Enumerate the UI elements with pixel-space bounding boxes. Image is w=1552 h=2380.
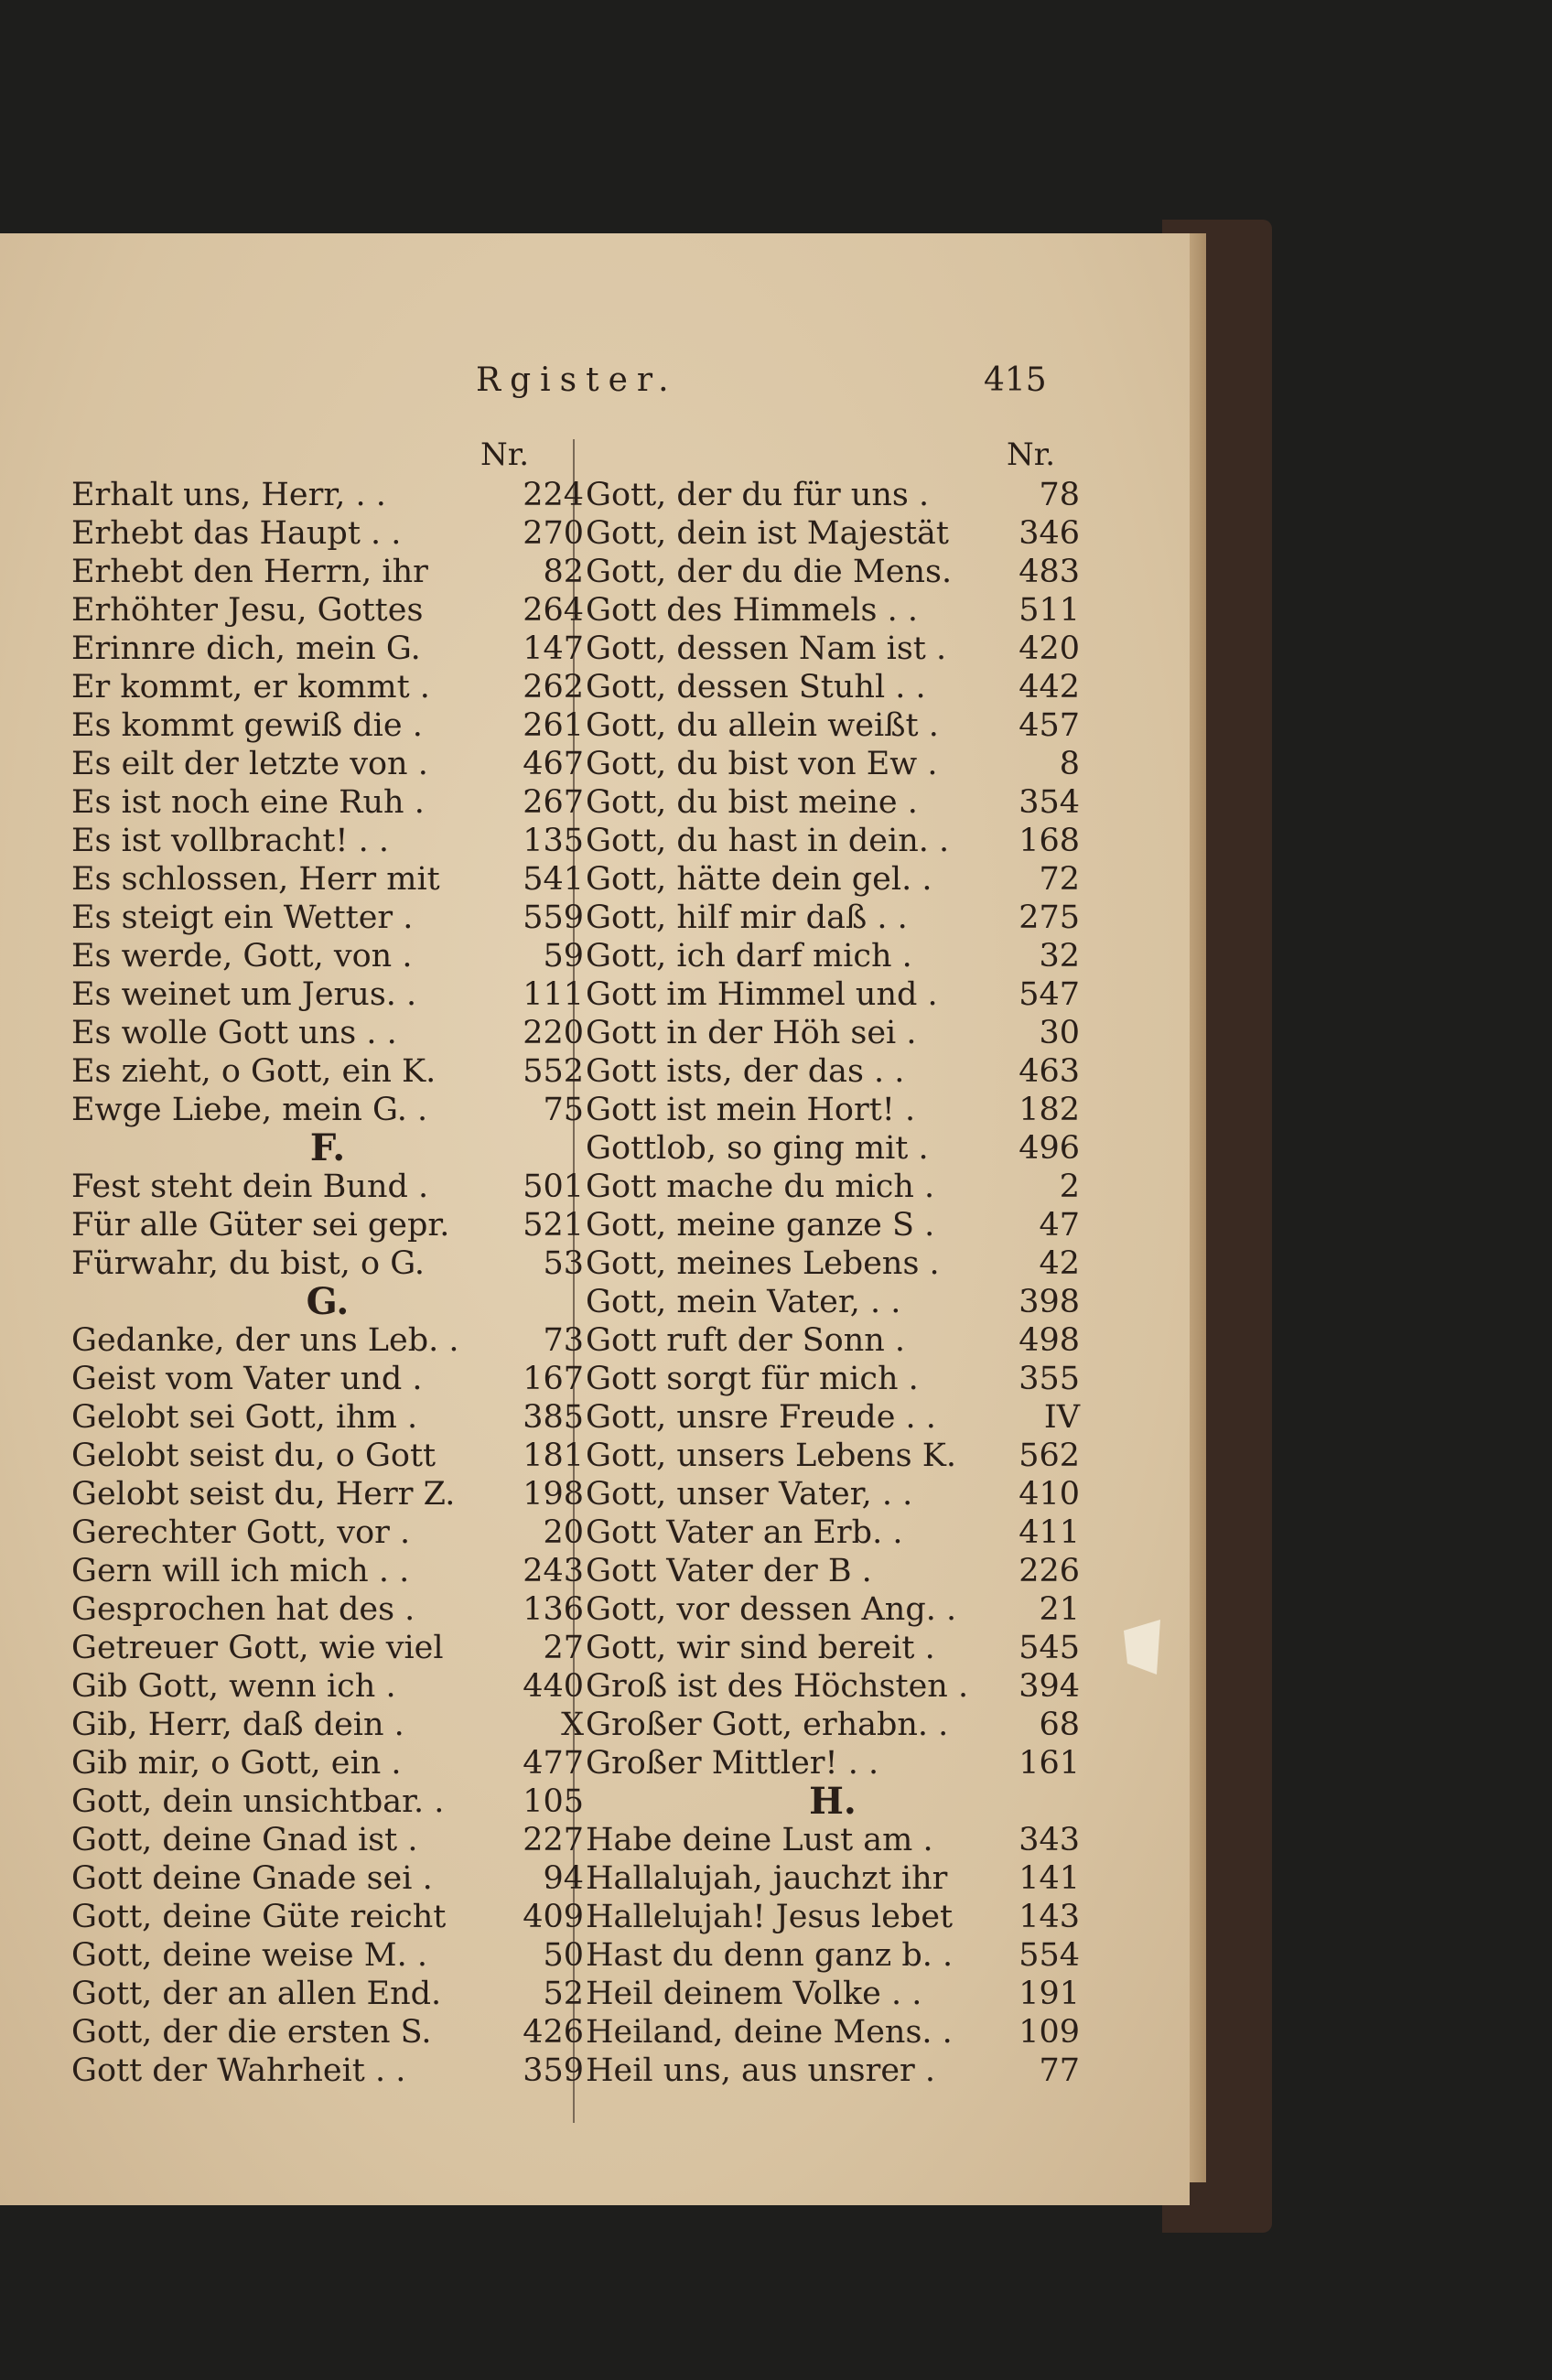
entry-title: Es kommt gewiß die . [71,707,423,744]
index-entry [586,476,1080,514]
index-entry [586,2052,1080,2090]
index-entry [71,1321,584,1360]
entry-title: Gott, hilf mir daß . . [586,899,908,936]
index-entry [71,1052,584,1091]
entry-number: 440 [523,1668,584,1705]
entry-number: 267 [523,784,584,821]
entry-title: Gott im Himmel und . [586,976,938,1013]
index-entry [586,1859,1080,1898]
index-entry [586,745,1080,783]
entry-number: 552 [523,1053,584,1090]
entry-title: Gott, der du die Mens. [586,554,953,590]
index-entry [71,1898,584,1936]
entry-title: Gott deine Gnade sei . [71,1860,433,1897]
entry-number: 50 [543,1937,584,1974]
entry-number: 167 [523,1361,584,1397]
entry-number: 410 [1018,1476,1080,1513]
entry-number: IV [1043,1399,1080,1436]
index-entry [586,1283,1080,1321]
entry-title: Es wolle Gott uns . . [71,1015,397,1051]
entry-number: 498 [1018,1322,1080,1359]
entry-title: Heil deinem Volke . . [586,1976,922,2012]
entry-title: Gott der Wahrheit . . [71,2052,406,2089]
index-entry [586,706,1080,745]
index-entry [71,1782,584,1821]
index-entry [586,1706,1080,1744]
index-entry [71,860,584,899]
entry-title: Erhalt uns, Herr, . . [71,477,386,513]
entry-number: 8 [1059,746,1080,782]
index-entry [71,1629,584,1667]
index-entry [71,668,584,706]
entry-number: 409 [523,1899,584,1935]
index-entry [71,1360,584,1398]
entry-number: 420 [1018,630,1080,667]
entry-number: 355 [1018,1361,1080,1397]
entry-title: Gott Vater der B . [586,1553,872,1589]
entry-number: 111 [523,976,584,1013]
entry-title: Gott, ich darf mich . [586,938,912,975]
entry-title: Gott, deine weise M. . [71,1937,427,1974]
entry-title: Gott ist mein Hort! . [586,1092,916,1128]
index-entry [586,1936,1080,1975]
index-entry [586,1206,1080,1244]
entry-number: 53 [543,1245,584,1282]
section-letter [586,1782,1080,1821]
entry-title: Gerechter Gott, vor . [71,1514,411,1551]
index-entry [586,1667,1080,1706]
index-entry [71,1091,584,1129]
entry-number: 191 [1018,1976,1080,2012]
entry-title: Fest steht dein Bund . [71,1168,429,1205]
index-entry [71,1936,584,1975]
index-entry [586,899,1080,937]
entry-number: 457 [1018,707,1080,744]
entry-title: Gedanke, der uns Leb. . [71,1322,459,1359]
entry-title: Gottlob, so ging mit . [586,1130,929,1167]
entry-number: 21 [1039,1591,1080,1628]
paper-tab [1124,1620,1160,1675]
entry-title: Gott in der Höh sei . [586,1015,917,1051]
entry-title: Gott, der die ersten S. [71,2014,432,2051]
index-entry [586,1513,1080,1552]
entry-title: Gott Vater an Erb. . [586,1514,903,1551]
index-entry [586,668,1080,706]
entry-number: 220 [523,1015,584,1051]
index-entry [586,1129,1080,1168]
entry-number: 270 [523,515,584,552]
entry-number: 47 [1039,1207,1080,1244]
entry-number: 343 [1018,1822,1080,1858]
index-entry [586,1744,1080,1782]
index-entry [71,591,584,630]
entry-title: Es ist vollbracht! . . [71,823,389,859]
entry-title: Gott, der an allen End. [71,1976,442,2012]
index-entry [586,937,1080,975]
entry-title: Fürwahr, du bist, o G. [71,1245,426,1282]
index-entry [586,1360,1080,1398]
index-entry [586,1244,1080,1283]
index-entry [71,1437,584,1475]
entry-title: Es ist noch eine Ruh . [71,784,425,821]
entry-number: 521 [523,1207,584,1244]
index-entry [586,1398,1080,1437]
entry-title: Erhöhter Jesu, Gottes [71,592,424,629]
entry-number: 147 [523,630,584,667]
entry-title: Gott, du hast in dein. . [586,823,950,859]
entry-number: 354 [1018,784,1080,821]
entry-number: 143 [1018,1899,1080,1935]
entry-title: Gott, vor dessen Ang. . [586,1591,957,1628]
entry-title: Gern will ich mich . . [71,1553,410,1589]
entry-number: 501 [523,1168,584,1205]
entry-title: Gelobt sei Gott, ihm . [71,1399,418,1436]
entry-title: Hallalujah, jauchzt ihr [586,1860,948,1897]
entry-title: Gott des Himmels . . [586,592,918,629]
entry-number: 72 [1039,861,1080,898]
entry-number: 168 [1018,823,1080,859]
entry-number: 78 [1039,477,1080,513]
entry-number: 161 [1018,1745,1080,1782]
entry-title: Er kommt, er kommt . [71,669,430,705]
right-column-nr-label: Nr. [1007,436,1056,473]
entry-number: 77 [1039,2052,1080,2089]
entry-number: 27 [543,1630,584,1666]
entry-title: Heil uns, aus unsrer . [586,2052,936,2089]
index-entry [71,975,584,1014]
entry-title: Gelobt seist du, o Gott [71,1438,436,1474]
index-entry [71,1398,584,1437]
entry-number: 496 [1018,1130,1080,1167]
entry-title: Gott ruft der Sonn . [586,1322,906,1359]
entry-number: 42 [1039,1245,1080,1282]
entry-number: 346 [1018,515,1080,552]
entry-number: 52 [543,1976,584,2012]
entry-title: Gott, wir sind bereit . [586,1630,935,1666]
entry-number: 73 [543,1322,584,1359]
entry-title: Gott, deine Gnad ist . [71,1822,418,1858]
running-title: Rgister. [476,361,678,399]
entry-title: Großer Mittler! . . [586,1745,879,1782]
entry-number: 105 [523,1783,584,1820]
entry-title: Gott, meines Lebens . [586,1245,940,1282]
section-letter-label: F. [309,1126,346,1169]
entry-title: Es werde, Gott, von . [71,938,413,975]
index-entry [71,783,584,822]
entry-number: 545 [1018,1630,1080,1666]
entry-title: Heiland, deine Mens. . [586,2014,953,2051]
entry-title: Gott, dessen Nam ist . [586,630,947,667]
entry-number: 94 [543,1860,584,1897]
entry-title: Es weinet um Jerus. . [71,976,417,1013]
entry-title: Gott sorgt für mich . [586,1361,919,1397]
entry-number: 75 [543,1092,584,1128]
entry-title: Gott, du bist von Ew . [586,746,938,782]
index-entry [71,1975,584,2013]
entry-title: Es steigt ein Wetter . [71,899,414,936]
entry-number: 262 [523,669,584,705]
entry-number: 181 [523,1438,584,1474]
entry-title: Gott, dein unsichtbar. . [71,1783,445,1820]
index-entry [586,1052,1080,1091]
section-letter-label: G. [306,1280,350,1323]
index-entry [71,2013,584,2052]
entry-title: Gott, unsre Freude . . [586,1399,936,1436]
entry-number: 541 [523,861,584,898]
entry-number: X [561,1707,584,1743]
index-entry [71,706,584,745]
index-entry [586,591,1080,630]
index-entry [586,1475,1080,1513]
entry-number: 82 [543,554,584,590]
left-index-column [71,476,584,2090]
index-entry [586,1975,1080,2013]
entry-title: Gott, dein ist Majestät [586,515,949,552]
entry-title: Gott, unsers Lebens K. [586,1438,956,1474]
index-entry [71,630,584,668]
entry-number: 463 [1018,1053,1080,1090]
index-entry [71,1667,584,1706]
entry-number: 511 [1018,592,1080,629]
entry-number: 136 [523,1591,584,1628]
index-entry [586,1552,1080,1590]
entry-title: Ewge Liebe, mein G. . [71,1092,428,1128]
entry-number: 224 [523,477,584,513]
entry-title: Es schlossen, Herr mit [71,861,440,898]
entry-number: 227 [523,1822,584,1858]
entry-title: Gott, unser Vater, . . [586,1476,913,1513]
index-entry [71,1244,584,1283]
entry-number: 411 [1018,1514,1080,1551]
entry-title: Gott ists, der das . . [586,1053,905,1090]
entry-title: Erinnre dich, mein G. [71,630,421,667]
index-entry [586,1437,1080,1475]
entry-title: Großer Gott, erhabn. . [586,1707,949,1743]
right-index-column [586,476,1080,2090]
entry-title: Hast du denn ganz b. . [586,1937,954,1974]
entry-title: Gib Gott, wenn ich . [71,1668,396,1705]
entry-title: Gott mache du mich . [586,1168,935,1205]
left-column-nr-label: Nr. [480,436,530,473]
index-entry [71,1552,584,1590]
entry-number: 394 [1018,1668,1080,1705]
entry-number: 359 [523,2052,584,2089]
entry-number: 467 [523,746,584,782]
entry-number: 135 [523,823,584,859]
entry-number: 32 [1039,938,1080,975]
index-entry [71,1590,584,1629]
page-header [0,361,1190,416]
entry-title: Gott, mein Vater, . . [586,1284,901,1320]
entry-number: 68 [1039,1707,1080,1743]
entry-title: Hallelujah! Jesus lebet [586,1899,954,1935]
entry-number: 547 [1018,976,1080,1013]
entry-number: 59 [543,938,584,975]
entry-number: 275 [1018,899,1080,936]
index-entry [71,1513,584,1552]
section-letter [71,1126,584,1169]
entry-number: 198 [523,1476,584,1513]
index-entry [71,1014,584,1052]
entry-number: 264 [523,592,584,629]
index-entry [586,1898,1080,1936]
index-entry [586,1321,1080,1360]
page-number: 415 [984,361,1047,399]
entry-title: Erhebt das Haupt . . [71,515,402,552]
entry-title: Gott, du bist meine . [586,784,918,821]
entry-number: 20 [543,1514,584,1551]
book-page [0,233,1190,2205]
index-entry [586,553,1080,591]
entry-number: 554 [1018,1937,1080,1974]
entry-number: 426 [523,2014,584,2051]
entry-number: 141 [1018,1860,1080,1897]
index-entry [71,514,584,553]
index-entry [586,630,1080,668]
index-entry [586,2013,1080,2052]
entry-title: Gott, meine ganze S . [586,1207,935,1244]
index-entry [71,1168,584,1206]
index-entry [586,783,1080,822]
index-entry [71,476,584,514]
index-entry [586,1168,1080,1206]
section-letter [71,1280,584,1323]
index-entry [586,975,1080,1014]
index-entry [71,745,584,783]
index-entry [71,1475,584,1513]
entry-title: Gott, der du für uns . [586,477,930,513]
entry-number: 562 [1018,1438,1080,1474]
entry-title: Habe deine Lust am . [586,1822,933,1858]
index-entry [586,1014,1080,1052]
index-entry [71,1744,584,1782]
index-entry [71,1706,584,1744]
index-entry [586,1821,1080,1859]
index-entry [586,514,1080,553]
entry-title: Gib mir, o Gott, ein . [71,1745,402,1782]
entry-number: 398 [1018,1284,1080,1320]
entry-title: Geist vom Vater und . [71,1361,423,1397]
entry-title: Es zieht, o Gott, ein K. [71,1053,436,1090]
index-entry [71,1821,584,1859]
entry-number: 243 [523,1553,584,1589]
entry-number: 559 [523,899,584,936]
index-entry [586,822,1080,860]
index-entry [71,899,584,937]
entry-title: Gelobt seist du, Herr Z. [71,1476,456,1513]
index-entry [586,860,1080,899]
entry-title: Gesprochen hat des . [71,1591,415,1628]
index-entry [71,1859,584,1898]
index-entry [586,1629,1080,1667]
index-entry [586,1590,1080,1629]
index-entry [71,937,584,975]
entry-title: Getreuer Gott, wie viel [71,1630,444,1666]
entry-number: 2 [1059,1168,1080,1205]
entry-number: 30 [1039,1015,1080,1051]
entry-number: 483 [1018,554,1080,590]
index-entry [71,553,584,591]
entry-number: 109 [1018,2014,1080,2051]
entry-title: Gott, dessen Stuhl . . [586,669,926,705]
index-entry [71,822,584,860]
entry-number: 226 [1018,1553,1080,1589]
entry-title: Gott, du allein weißt . [586,707,939,744]
entry-title: Groß ist des Höchsten . [586,1668,969,1705]
entry-title: Erhebt den Herrn, ihr [71,554,428,590]
entry-number: 385 [523,1399,584,1436]
entry-number: 442 [1018,669,1080,705]
entry-number: 182 [1018,1092,1080,1128]
section-letter-label: H. [809,1780,857,1823]
index-entry [71,2052,584,2090]
index-entry [586,1091,1080,1129]
index-entry [71,1206,584,1244]
entry-title: Es eilt der letzte von . [71,746,428,782]
entry-number: 477 [523,1745,584,1782]
entry-title: Gib, Herr, daß dein . [71,1707,404,1743]
entry-title: Gott, deine Güte reicht [71,1899,447,1935]
entry-number: 261 [523,707,584,744]
entry-title: Für alle Güter sei gepr. [71,1207,450,1244]
entry-title: Gott, hätte dein gel. . [586,861,932,898]
